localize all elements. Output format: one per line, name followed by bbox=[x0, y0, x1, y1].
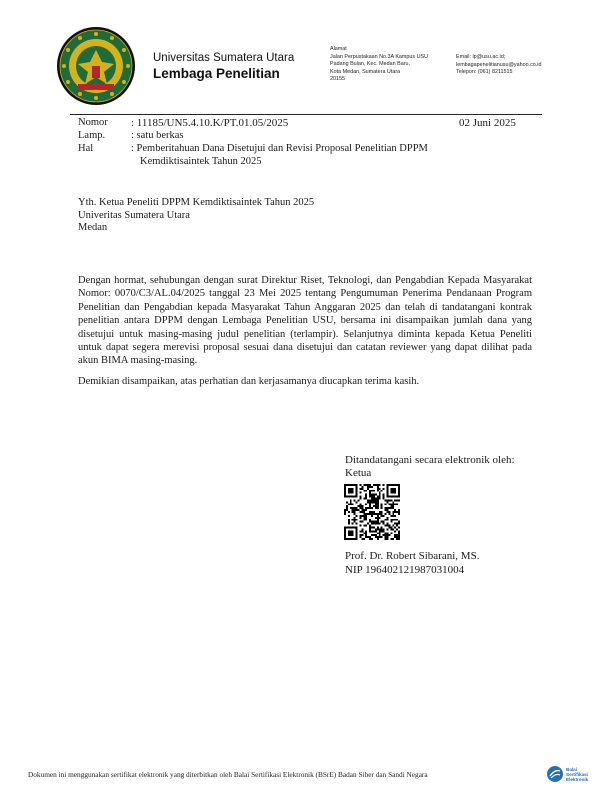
lamp-value: : satu berkas bbox=[131, 130, 184, 141]
body-paragraph: Dengan hormat, sehubungan dengan surat Direktur Riset, Teknologi, dan Pengabdian Kepada Masyarakat Nomor: 0070/C3/AL.04/2025 tanggal 23 Mei 2025 tentang Pengumuman Penerima Pendanaan Program Penelitian dan Pengabdian kepada Masyarakat Tahun Anggaran 2025 dan telah di tandatangani kontrak penelitian antara DPPM dengan Lembaga Penelitian USU, bersama ini disampaikan jumlah dana yang disetujui untuk masing-masing judul penelitian (terlampir). Selanjutnya diminta kepada Ketua Peneliti untuk dapat segera merevisi proposal sesuai dana disetujui dan catatan reviewer yang dapat dilihat pada akun BIMA masing-masing. bbox=[78, 275, 532, 367]
hal-label: Hal bbox=[78, 143, 94, 154]
bsre-label-line: Balai bbox=[566, 767, 577, 772]
addressee-line: Yth. Ketua Peneliti DPPM Kemdiktisaintek Tahun 2025 bbox=[78, 197, 315, 208]
address-block bbox=[330, 46, 428, 84]
qr-code-icon bbox=[344, 484, 400, 540]
footer-certificate-note: Dokumen ini menggunakan sertifikat elektronik yang diterbitkan oleh Balai Sertifikasi Elektronik (BSrE) Badan Siber dan Sandi Negara bbox=[28, 770, 428, 779]
addressee-line: Univeritas Sumatera Utara bbox=[78, 209, 190, 221]
university-seal-logo bbox=[56, 26, 136, 106]
letter-date: 02 Juni 2025 bbox=[459, 117, 516, 129]
addressee-block bbox=[78, 197, 314, 235]
bsre-logo-icon bbox=[546, 765, 564, 783]
address-title: Alamat bbox=[330, 46, 347, 52]
addressee-line: Medan bbox=[78, 222, 108, 233]
hal-value: : Pemberitahuan Dana Disetujui dan Revisi Proposal Penelitian DPPM bbox=[131, 143, 428, 154]
header-divider bbox=[70, 114, 542, 115]
signed-by-text: Ditandatangani secara elektronik oleh: bbox=[345, 454, 515, 466]
nomor-value: : 11185/UN5.4.10.K/PT.01.05/2025 bbox=[131, 117, 289, 129]
address-line: Padang Bulan, Kec. Medan Baru, bbox=[330, 61, 411, 68]
nomor-label: Nomor bbox=[78, 117, 108, 128]
contact-block bbox=[456, 54, 542, 77]
address-line: Jalan Perpustakaan No.3A Kampus USU bbox=[330, 53, 428, 60]
signer-position: Ketua bbox=[345, 467, 372, 479]
signer-nip: NIP 196402121987031004 bbox=[345, 564, 465, 576]
contact-email: Email: lp@usu.ac.id; bbox=[456, 54, 506, 60]
bsre-label-line: Sertifikasi bbox=[566, 772, 588, 777]
bsre-label bbox=[566, 767, 588, 782]
institution-name: Universitas Sumatera Utara bbox=[153, 52, 295, 64]
address-line: Kota Medan, Sumatera Utara bbox=[330, 68, 401, 75]
contact-email-alt: lembagapenelitianusu@yahoo.co.id bbox=[456, 61, 542, 68]
unit-name: Lembaga Penelitian bbox=[153, 66, 280, 81]
signer-name: Prof. Dr. Robert Sibarani, MS. bbox=[345, 550, 480, 562]
hal-value-continued: Kemdiktisaintek Tahun 2025 bbox=[140, 156, 262, 167]
address-line: 20155 bbox=[330, 76, 345, 83]
lamp-label: Lamp. bbox=[78, 130, 106, 141]
contact-phone: Telepon: (061) 8211515 bbox=[456, 69, 513, 76]
bsre-label-line: Elektronik bbox=[566, 777, 589, 782]
closing-text: Demikian disampaikan, atas perhatian dan kerjasamanya diucapkan terima kasih. bbox=[78, 376, 420, 387]
